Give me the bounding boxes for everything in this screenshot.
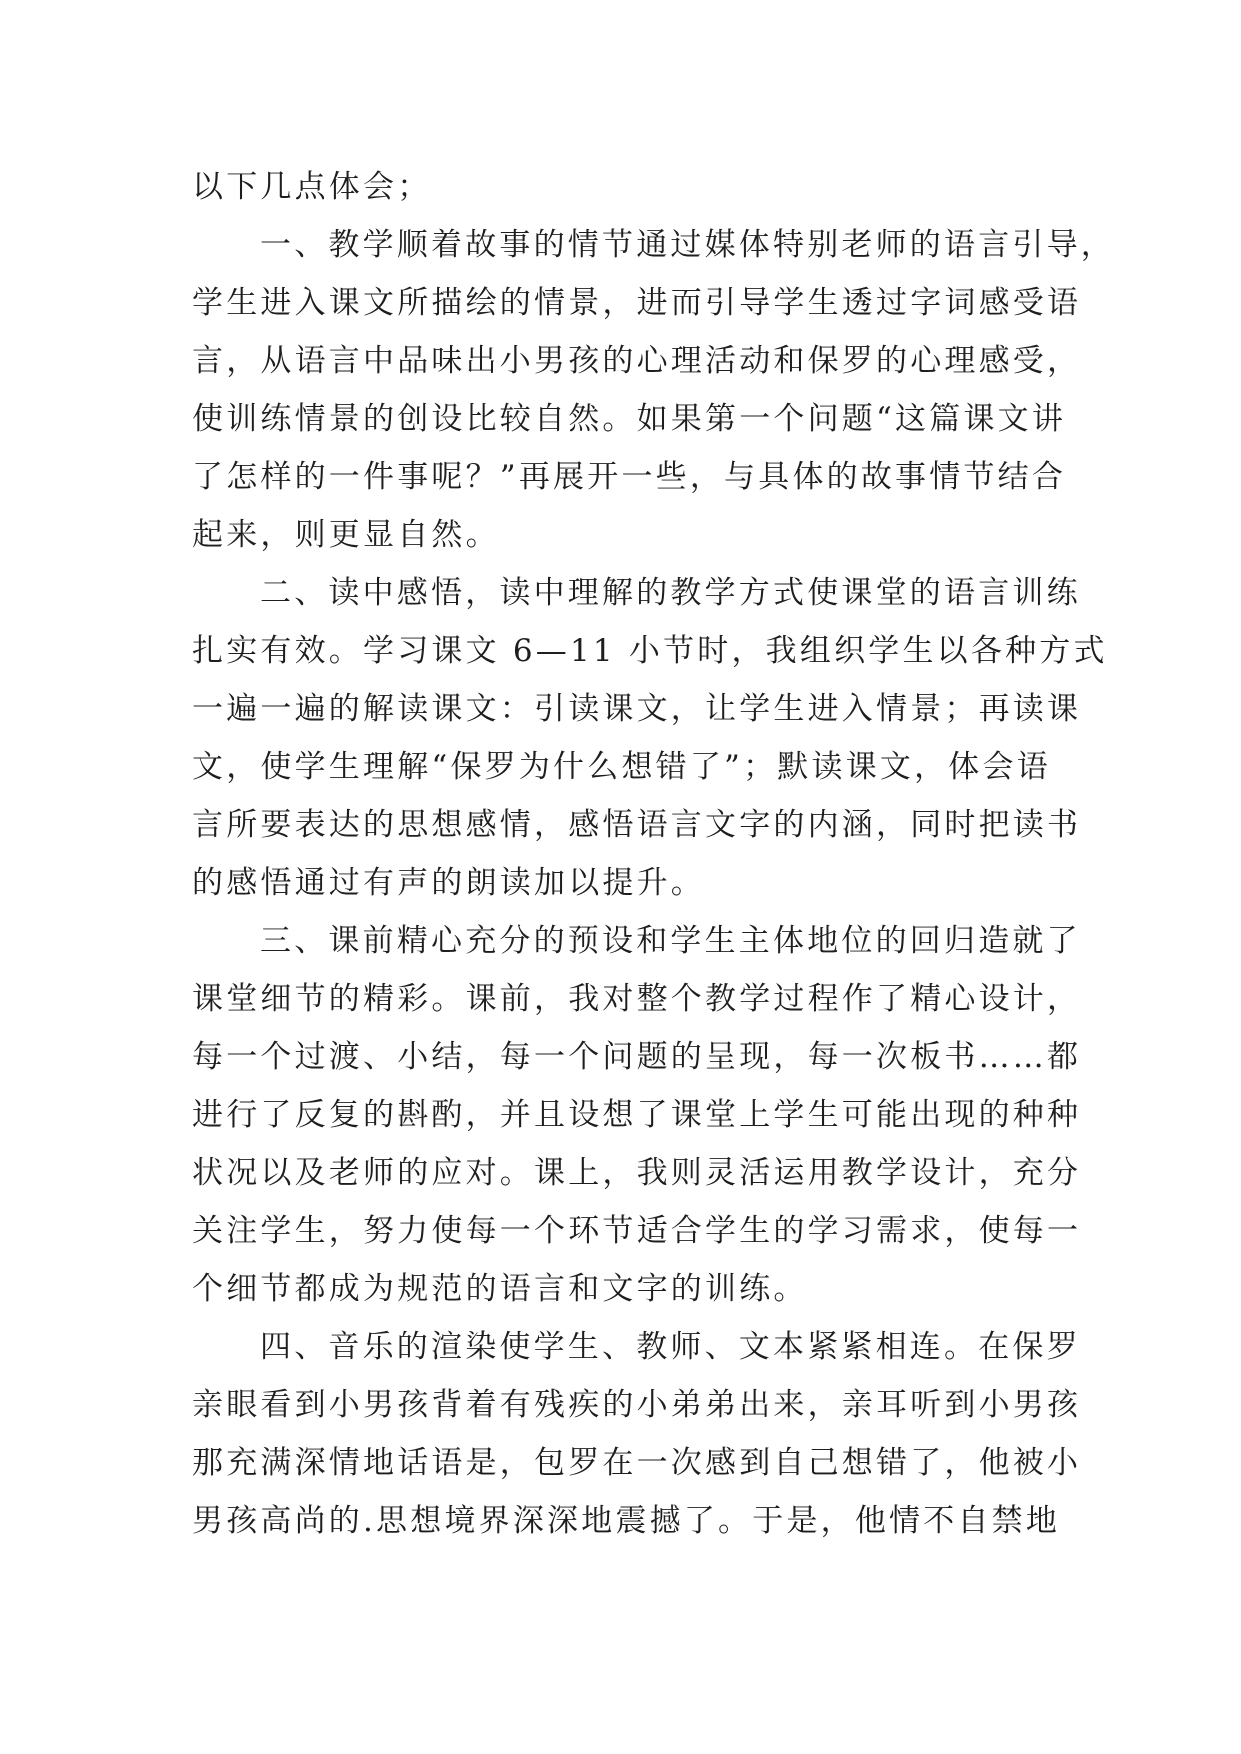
text-line: 状况以及老师的应对。课上，我则灵活运用教学设计，充分 (192, 1155, 1082, 1191)
text-line: 扎实有效。学习课文 6—11 小节时，我组织学生以各种方式 (192, 633, 1108, 669)
text-line: 使训练情景的创设比较自然。如果第一个问题“这篇课文讲 (192, 401, 1067, 437)
document-body (192, 158, 1115, 1550)
text-line: 起来，则更显自然。 (192, 517, 500, 553)
text-line: 以下几点体会； (192, 169, 432, 205)
text-line: 亲眼看到小男孩背着有残疾的小弟弟出来，亲耳听到小男孩 (192, 1387, 1082, 1423)
text-line: 一遍一遍的解读课文：引读课文，让学生进入情景；再读课 (192, 691, 1082, 727)
paragraph-4-first-line: 四、音乐的渲染使学生、教师、文本紧紧相连。在保罗 (260, 1329, 1081, 1365)
text-line: 了怎样的一件事呢？”再展开一些，与具体的故事情节结合 (192, 459, 1067, 495)
text-line: 言，从语言中品味出小男孩的心理活动和保罗的心理感受， (192, 343, 1082, 379)
text-line: 那充满深情地话语是，包罗在一次感到自己想错了，他被小 (192, 1445, 1082, 1481)
text-line: 课堂细节的精彩。课前，我对整个教学过程作了精心设计， (192, 981, 1082, 1017)
text-line: 进行了反复的斟酌，并且设想了课堂上学生可能出现的种种 (192, 1097, 1082, 1133)
text-line: 言所要表达的思想感情，感悟语言文字的内涵，同时把读书 (192, 807, 1082, 843)
text-line: 的感悟通过有声的朗读加以提升。 (192, 865, 705, 901)
text-line: 学生进入课文所描绘的情景，进而引导学生透过字词感受语 (192, 285, 1082, 321)
paragraph-2-first-line: 二、读中感悟，读中理解的教学方式使课堂的语言训练 (260, 575, 1081, 611)
paragraph-3-first-line: 三、课前精心充分的预设和学生主体地位的回归造就了 (260, 923, 1081, 959)
text-line: 文，使学生理解“保罗为什么想错了”；默读课文，体会语 (192, 749, 1051, 785)
text-line: 个细节都成为规范的语言和文字的训练。 (192, 1271, 808, 1307)
paragraph-1-first-line: 一、教学顺着故事的情节通过媒体特别老师的语言引导， (260, 227, 1115, 263)
text-line: 每一个过渡、小结，每一个问题的呈现，每一次板书……都 (192, 1039, 1082, 1075)
text-line: 关注学生，努力使每一个环节适合学生的学习需求，使每一 (192, 1213, 1082, 1249)
text-line: 男孩高尚的.思想境界深深地震撼了。于是，他情不自禁地 (192, 1503, 1061, 1539)
